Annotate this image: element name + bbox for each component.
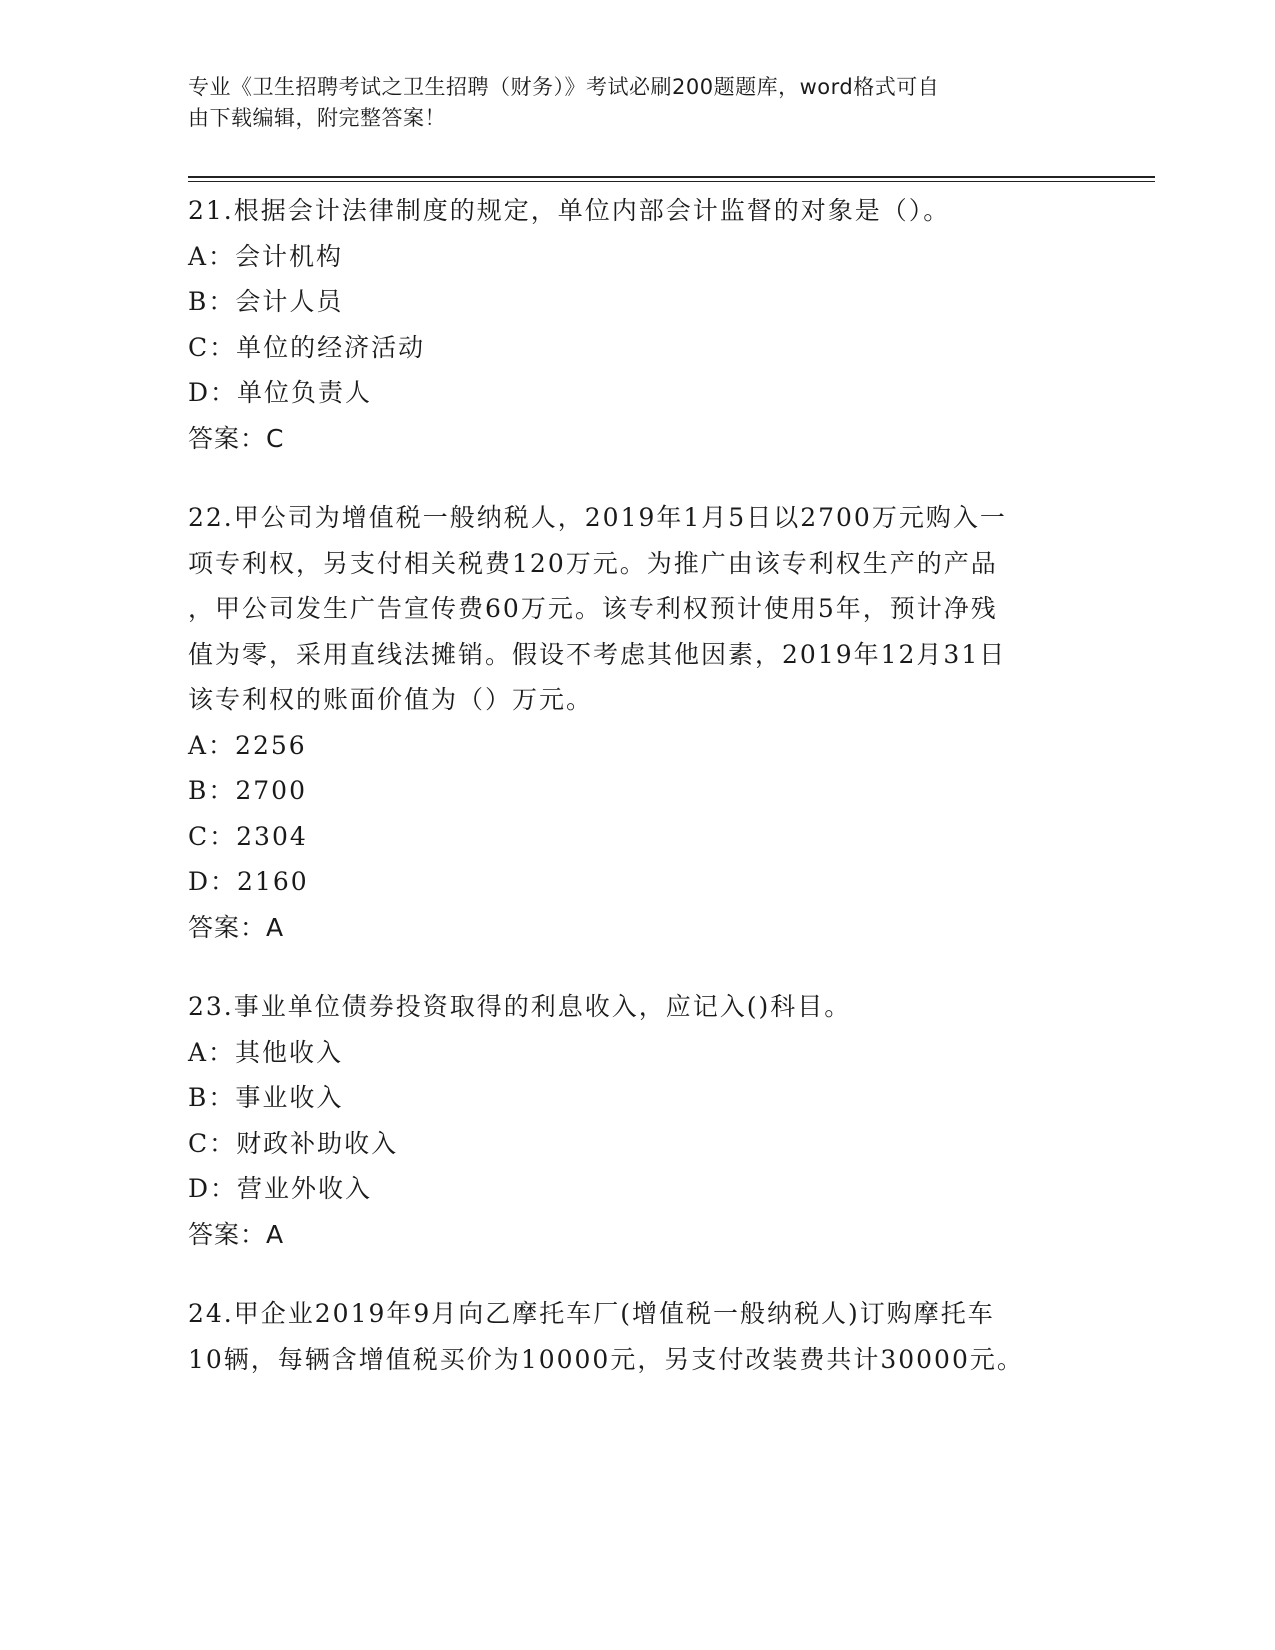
- question-24: [188, 1291, 1088, 1382]
- question-stem: 23.事业单位债券投资取得的利息收入，应记入()科目。: [188, 992, 852, 1021]
- question-stem-line-3: ，甲公司发生广告宣传费60万元。该专利权预计使用5年，预计净残: [188, 594, 998, 623]
- option-a: A：2256: [188, 730, 307, 760]
- question-stem: 21.根据会计法律制度的规定，单位内部会计监督的对象是（）。: [188, 196, 951, 225]
- question-21: [188, 188, 1088, 461]
- question-22: [188, 495, 1088, 950]
- question-stem-line-1: 22.甲公司为增值税一般纳税人，2019年1月5日以2700万元购入一: [188, 503, 1007, 532]
- answer-label: 答案：A: [188, 1219, 285, 1249]
- document-header: [188, 72, 1068, 134]
- question-stem-line-5: 该专利权的账面价值为（）万元。: [188, 685, 594, 714]
- answer-label: 答案：C: [188, 423, 285, 453]
- option-b: B：2700: [188, 776, 307, 805]
- option-c: C：财政补助收入: [188, 1128, 399, 1158]
- option-b: B：会计人员: [188, 287, 344, 316]
- option-d: D：单位负责人: [188, 378, 373, 407]
- option-c: C：2304: [188, 821, 308, 851]
- option-a: A：会计机构: [188, 241, 344, 271]
- option-c: C：单位的经济活动: [188, 332, 426, 362]
- option-d: D：营业外收入: [188, 1174, 373, 1203]
- header-divider-thick: [188, 176, 1155, 178]
- header-title-line-1: 专业《卫生招聘考试之卫生招聘（财务）》考试必刷200题题库，word格式可自: [188, 75, 940, 99]
- question-stem-line-4: 值为零，采用直线法摊销。假设不考虑其他因素，2019年12月31日: [188, 639, 1007, 669]
- question-stem-line-2: 项专利权，另支付相关税费120万元。为推广由该专利权生产的产品: [188, 548, 998, 578]
- header-title-line-2: 由下载编辑，附完整答案！: [188, 106, 446, 130]
- question-23: [188, 984, 1088, 1257]
- question-stem-line-1: 24.甲企业2019年9月向乙摩托车厂(增值税一般纳税人)订购摩托车: [188, 1299, 995, 1328]
- option-b: B：事业收入: [188, 1083, 344, 1112]
- answer-label: 答案：A: [188, 912, 285, 942]
- question-stem-line-2: 10辆，每辆含增值税买价为10000元，另支付改装费共计30000元。: [188, 1344, 1024, 1374]
- option-a: A：其他收入: [188, 1037, 344, 1067]
- header-divider-thin: [188, 181, 1155, 182]
- option-d: D：2160: [188, 867, 309, 896]
- question-list: [188, 188, 1088, 1416]
